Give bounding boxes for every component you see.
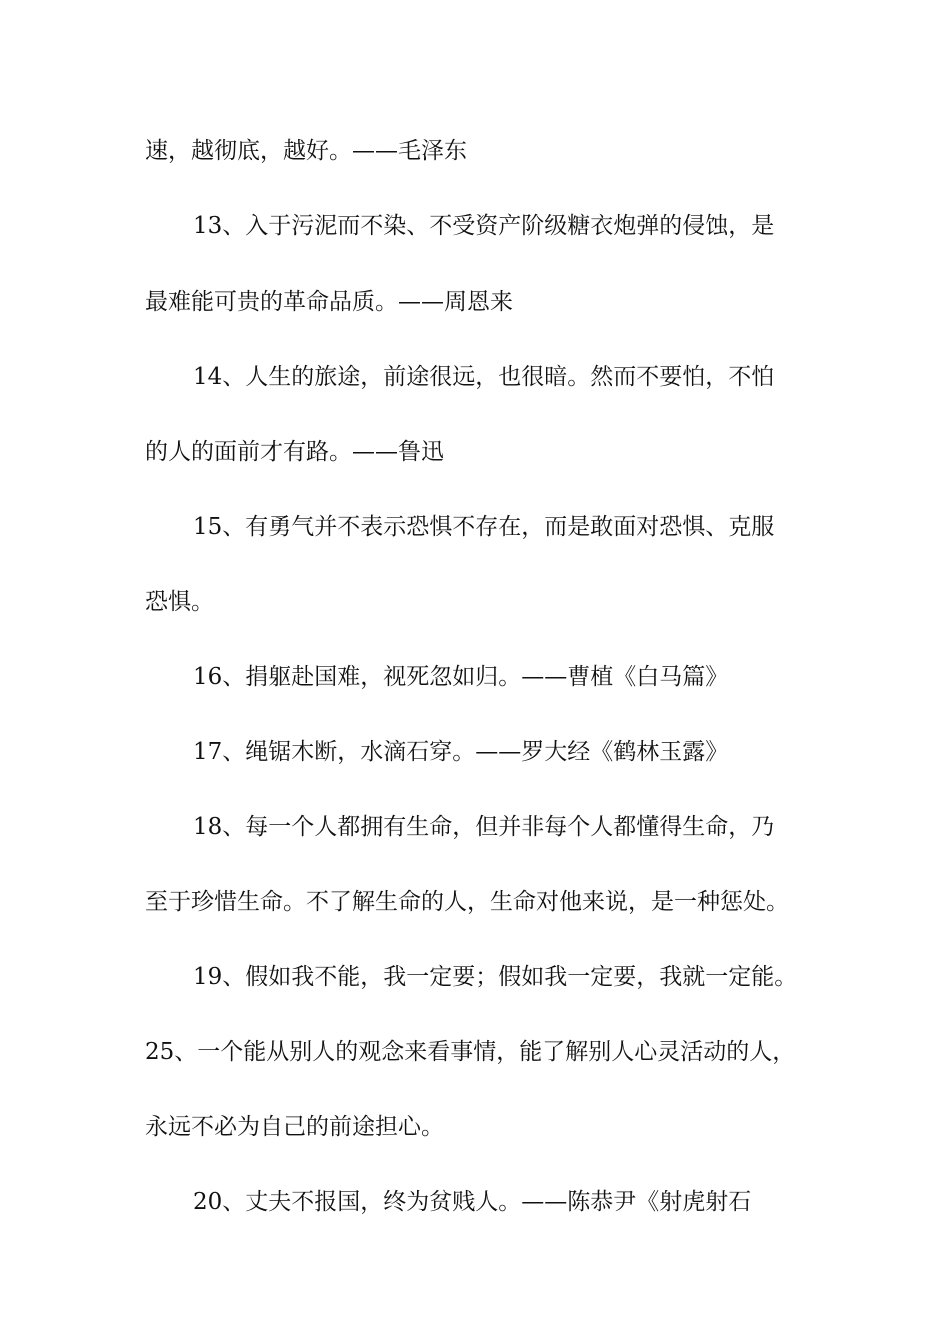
text-line: 最难能可贵的革命品质。——周恩来 <box>145 289 513 315</box>
text-line: 20、丈夫不报国，终为贫贱人。——陈恭尹《射虎射石 <box>193 1189 752 1215</box>
text-line: 永远不必为自己的前途担心。 <box>145 1114 444 1140</box>
text-line: 19、假如我不能，我一定要；假如我一定要，我就一定能。 <box>193 964 798 990</box>
text-line: 18、每一个人都拥有生命，但并非每个人都懂得生命，乃 <box>193 814 775 840</box>
text-line: 15、有勇气并不表示恐惧不存在，而是敢面对恐惧、克服 <box>193 514 775 540</box>
text-line: 13、入于污泥而不染、不受资产阶级糖衣炮弹的侵蚀，是 <box>193 213 775 239</box>
text-line: 恐惧。 <box>145 589 214 615</box>
text-line: 17、绳锯木断，水滴石穿。——罗大经《鹤林玉露》 <box>193 739 729 765</box>
text-line: 速，越彻底，越好。——毛泽东 <box>145 138 467 164</box>
text-line: 的人的面前才有路。——鲁迅 <box>145 439 444 465</box>
text-line: 14、人生的旅途，前途很远，也很暗。然而不要怕，不怕 <box>193 364 775 390</box>
text-line: 至于珍惜生命。不了解生命的人，生命对他来说，是一种惩处。 <box>145 889 789 915</box>
text-line: 25、一个能从别人的观念来看事情，能了解别人心灵活动的人， <box>145 1039 796 1065</box>
text-line: 16、捐躯赴国难，视死忽如归。——曹植《白马篇》 <box>193 664 729 690</box>
